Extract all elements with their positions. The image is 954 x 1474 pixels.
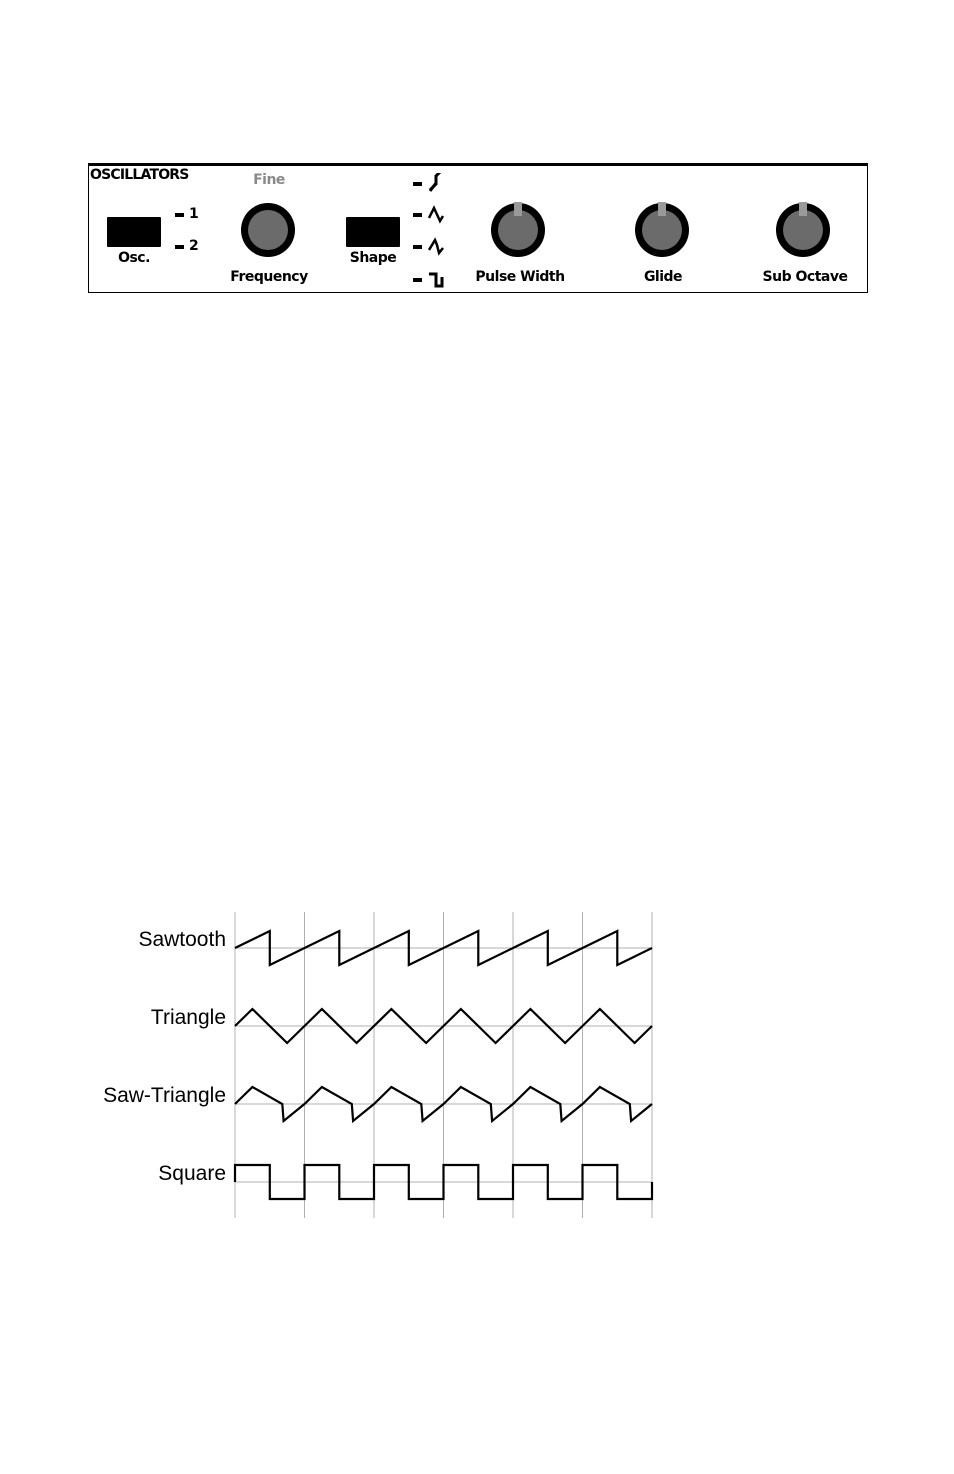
sub-octave-label: Sub Octave [762,269,848,285]
osc-1-label: 1 [189,206,199,222]
fine-label: Fine [253,172,285,188]
frequency-label: Frequency [230,269,308,285]
triangle-label: Triangle [150,1006,226,1029]
osc-label: Osc. [118,250,150,266]
shape-label: Shape [349,250,397,266]
panel-title: OSCILLATORS [90,167,189,183]
pulse-width-label: Pulse Width [475,269,565,285]
glide-label: Glide [643,269,683,285]
square-label: Square [158,1162,226,1185]
sawtooth-label: Sawtooth [138,928,226,951]
osc-2-label: 2 [189,238,199,254]
saw-triangle-label: Saw-Triangle [103,1084,226,1107]
